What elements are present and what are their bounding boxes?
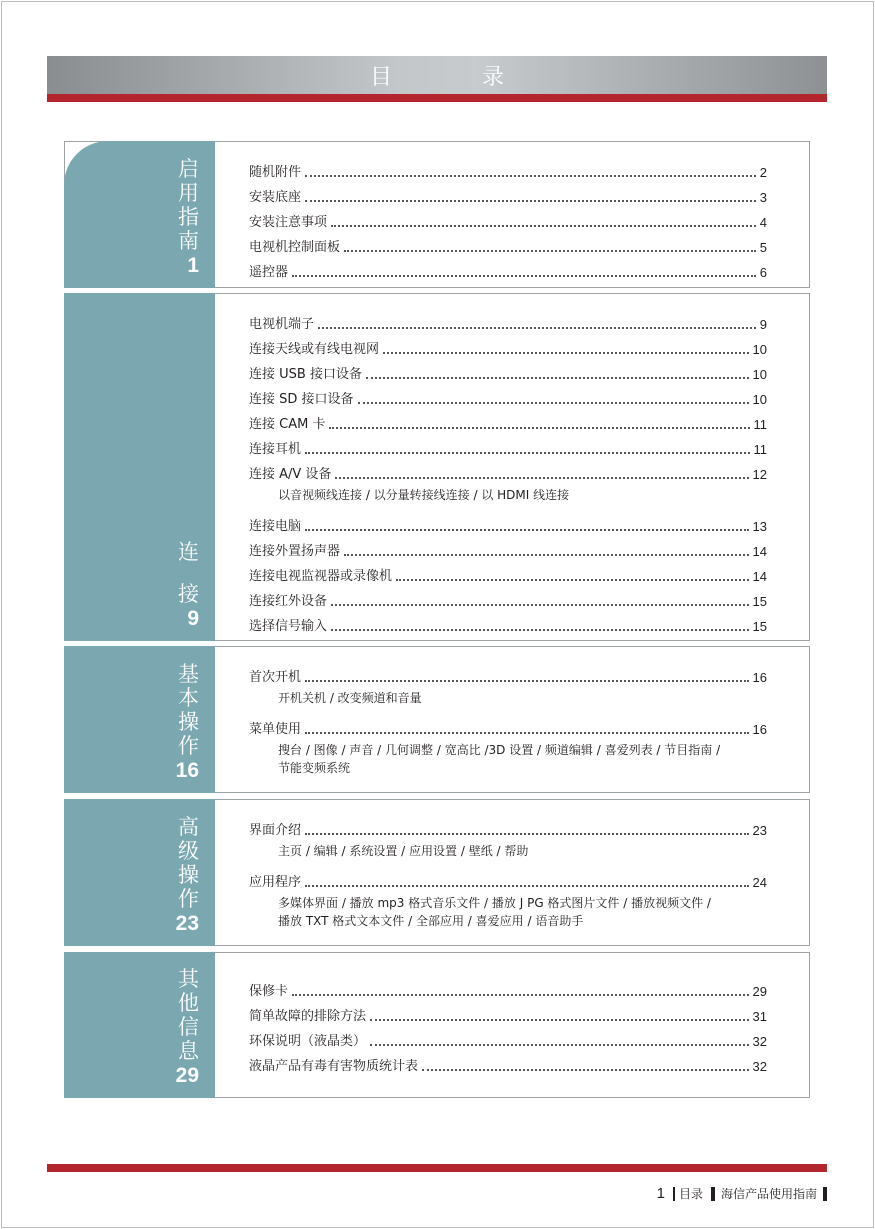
tab-title	[178, 967, 199, 1063]
leader-dots	[344, 554, 749, 556]
toc-entry[interactable]	[249, 206, 767, 231]
tab-char: 级	[178, 839, 199, 863]
tab-char: 高	[178, 815, 199, 839]
toc-title-bar	[47, 56, 827, 94]
leader-dots	[305, 732, 749, 734]
leader-dots	[383, 352, 749, 354]
footer-divider	[711, 1187, 715, 1201]
toc-entry[interactable]	[249, 585, 767, 610]
entry-subtopics	[249, 741, 767, 777]
entry-page: 12	[752, 467, 767, 482]
entry-subtopics: 开机关机 / 改变频道和音量	[278, 691, 422, 705]
entry-page: 11	[753, 417, 767, 432]
entry-page: 16	[752, 670, 767, 685]
entry-page: 32	[752, 1059, 767, 1074]
toc-entry[interactable]	[249, 713, 767, 738]
tab-char: 接	[178, 582, 199, 606]
entry-title: 连接 CAM 卡	[249, 417, 326, 432]
leader-dots	[422, 1069, 749, 1071]
leader-dots	[305, 680, 749, 682]
leader-dots	[292, 994, 749, 996]
footer-divider	[673, 1187, 675, 1201]
tab-page-number: 16	[175, 759, 199, 782]
entry-title: 环保说明（液晶类）	[249, 1034, 367, 1049]
entry-page: 10	[752, 392, 767, 407]
entry-title: 连接外置扬声器	[249, 544, 341, 559]
leader-dots	[305, 885, 749, 887]
toc-entries	[249, 156, 767, 281]
footer-page-number: 1	[656, 1185, 665, 1202]
tab-char: 作	[178, 887, 199, 911]
entry-subtopics	[249, 894, 767, 930]
toc-entry[interactable]	[249, 458, 767, 483]
toc-entry[interactable]	[249, 661, 767, 686]
entry-page: 15	[752, 594, 767, 609]
leader-dots	[335, 477, 748, 479]
tab-char: 基	[178, 662, 199, 686]
entry-title: 连接电脑	[249, 519, 302, 534]
entry-page: 14	[752, 544, 767, 559]
entry-page: 6	[759, 265, 767, 280]
toc-entry[interactable]	[249, 814, 767, 839]
entry-subtopics: 以音视频线连接 / 以分量转接线连接 / 以 HDMI 线连接	[278, 488, 570, 502]
toc-entries	[249, 975, 767, 1075]
footer-brand: 海信产品使用指南	[720, 1187, 817, 1201]
leader-dots	[344, 250, 756, 252]
tab-char: 南	[178, 229, 199, 253]
tab-char: 本	[178, 686, 199, 710]
toc-entries	[249, 814, 767, 930]
entry-title: 界面介绍	[249, 823, 302, 838]
tab-page-number: 29	[175, 1064, 199, 1087]
section-tab	[64, 141, 215, 288]
entry-page: 9	[759, 317, 767, 332]
toc-entry[interactable]	[249, 866, 767, 891]
toc-entry[interactable]	[249, 975, 767, 1000]
page-title: 目 录	[369, 64, 538, 90]
entry-title: 液晶产品有毒有害物质统计表	[249, 1059, 419, 1074]
entry-page: 4	[759, 215, 767, 230]
entry-title: 连接天线或有线电视网	[249, 342, 380, 357]
toc-entry[interactable]	[249, 181, 767, 206]
subtopic-line: 搜台 / 图像 / 声音 / 几何调整 / 宽高比 /3D 设置 / 频道编辑 / 喜爱列表 / 节目指南 /	[278, 743, 721, 757]
tab-title	[178, 157, 199, 253]
entry-title: 安装底座	[249, 190, 302, 205]
tab-char: 用	[178, 181, 199, 205]
entry-page: 32	[752, 1034, 767, 1049]
toc-entry[interactable]	[249, 510, 767, 535]
tab-char: 指	[178, 205, 199, 229]
leader-dots	[318, 327, 756, 329]
tab-page-number: 1	[187, 254, 199, 277]
entry-page: 24	[752, 875, 767, 890]
leader-dots	[331, 629, 749, 631]
leader-dots	[305, 200, 756, 202]
leader-dots	[358, 402, 749, 404]
entry-title: 连接 USB 接口设备	[249, 367, 362, 382]
toc-entry[interactable]	[249, 333, 767, 358]
entry-page: 29	[752, 984, 767, 999]
toc-entry[interactable]	[249, 358, 767, 383]
toc-entry[interactable]	[249, 535, 767, 560]
tab-char: 息	[178, 1039, 199, 1063]
section-tab	[64, 646, 215, 793]
footer-rule	[47, 1164, 827, 1172]
entry-page: 14	[752, 569, 767, 584]
entry-page: 2	[759, 165, 767, 180]
tab-char: 他	[178, 991, 199, 1015]
entry-page: 5	[759, 240, 767, 255]
entry-title: 电视机控制面板	[249, 240, 341, 255]
leader-dots	[305, 452, 749, 454]
tab-char: 其	[178, 967, 199, 991]
leader-dots	[329, 427, 749, 429]
subtopic-line: 节能变频系统	[278, 761, 351, 775]
entry-page: 3	[759, 190, 767, 205]
subtopic-line: 播放 TXT 格式文本文件 / 全部应用 / 喜爱应用 / 语音助手	[278, 914, 584, 928]
entry-title: 选择信号输入	[249, 619, 328, 634]
entry-page: 10	[752, 367, 767, 382]
entry-title: 连接红外设备	[249, 594, 328, 609]
tab-title	[178, 662, 199, 758]
leader-dots	[366, 377, 749, 379]
toc-entry[interactable]	[249, 231, 767, 256]
entry-page: 16	[752, 722, 767, 737]
leader-dots	[331, 604, 749, 606]
toc-entry[interactable]	[249, 1025, 767, 1050]
leader-dots	[396, 579, 749, 581]
entry-title: 简单故障的排除方法	[249, 1009, 367, 1024]
tab-char: 启	[178, 157, 199, 181]
entry-title: 菜单使用	[249, 722, 302, 737]
entry-title: 电视机端子	[249, 317, 315, 332]
tab-char: 连	[178, 540, 199, 564]
entry-title: 连接耳机	[249, 442, 302, 457]
entry-page: 13	[752, 519, 767, 534]
toc-entries	[249, 308, 767, 635]
tab-char: 信	[178, 1015, 199, 1039]
entry-title: 安装注意事项	[249, 215, 328, 230]
footer-divider	[823, 1187, 827, 1201]
title-underline	[47, 94, 827, 102]
toc-entry[interactable]	[249, 308, 767, 333]
tab-title	[178, 815, 199, 911]
toc-entry[interactable]	[249, 1050, 767, 1075]
entry-page: 10	[752, 342, 767, 357]
toc-entry[interactable]	[249, 610, 767, 635]
entry-title: 连接电视监视器或录像机	[249, 569, 393, 584]
entry-title: 连接 A/V 设备	[249, 467, 332, 482]
section-other-info	[64, 952, 810, 1098]
entry-title: 首次开机	[249, 670, 302, 685]
section-tab	[64, 952, 215, 1098]
toc-entry[interactable]	[249, 383, 767, 408]
leader-dots	[305, 175, 756, 177]
toc-entry[interactable]	[249, 560, 767, 585]
section-connections	[64, 293, 810, 641]
tab-page-number: 23	[175, 912, 199, 935]
toc-entry[interactable]	[249, 1000, 767, 1025]
leader-dots	[370, 1044, 749, 1046]
toc-entry[interactable]	[249, 433, 767, 458]
entry-page: 23	[752, 823, 767, 838]
leader-dots	[305, 833, 749, 835]
tab-page-number: 9	[187, 607, 199, 630]
section-basic-operation	[64, 646, 810, 793]
tab-title	[178, 540, 199, 606]
footer-section-label: 目录	[678, 1187, 703, 1201]
tab-char: 操	[178, 863, 199, 887]
entry-title: 应用程序	[249, 875, 302, 890]
toc-entry[interactable]	[249, 156, 767, 181]
entry-page: 11	[753, 442, 767, 457]
section-tab	[64, 799, 215, 946]
entry-title: 遥控器	[249, 265, 289, 280]
section-getting-started	[64, 141, 810, 288]
tab-char: 作	[178, 734, 199, 758]
entry-subtopics: 主页 / 编辑 / 系统设置 / 应用设置 / 壁纸 / 帮助	[278, 844, 529, 858]
entry-page: 15	[752, 619, 767, 634]
section-tab	[64, 293, 215, 641]
entry-page: 31	[752, 1009, 767, 1024]
leader-dots	[305, 529, 749, 531]
entry-title: 连接 SD 接口设备	[249, 392, 354, 407]
leader-dots	[370, 1019, 749, 1021]
toc-entry[interactable]	[249, 408, 767, 433]
toc-entry[interactable]	[249, 256, 767, 281]
leader-dots	[292, 275, 756, 277]
entry-title: 保修卡	[249, 984, 289, 999]
toc-entries	[249, 661, 767, 777]
entry-title: 随机附件	[249, 165, 302, 180]
leader-dots	[331, 225, 756, 227]
subtopic-line: 多媒体界面 / 播放 mp3 格式音乐文件 / 播放 J PG 格式图片文件 / 播放视频文件 /	[278, 896, 711, 910]
page-footer	[657, 1185, 827, 1202]
section-advanced-operation	[64, 799, 810, 946]
tab-char: 操	[178, 710, 199, 734]
